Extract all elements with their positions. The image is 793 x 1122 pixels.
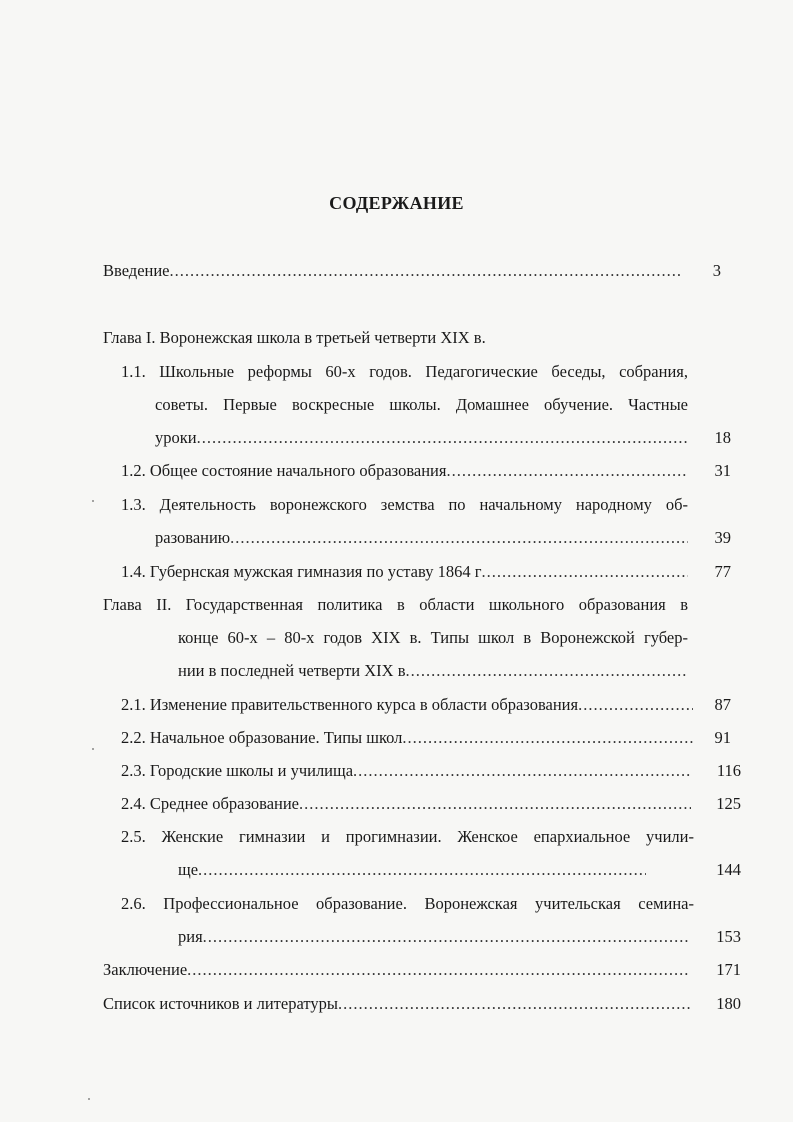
toc-entry-1-4[interactable] [121, 560, 688, 584]
scan-speck [92, 500, 94, 502]
toc-page-number: 91 [714, 728, 731, 747]
toc-leader-dots [187, 958, 688, 982]
toc-leader-dots [353, 759, 691, 783]
toc-page-number: 18 [714, 428, 731, 447]
toc-entry-1-3-line-1[interactable]: 1.3. Деятельность воронежского земства по начальному народному об- [121, 495, 688, 514]
toc-entry-text: 2.4. Среднее образование [121, 794, 300, 813]
toc-page-number: 180 [716, 994, 741, 1013]
toc-page-number: 87 [714, 695, 731, 714]
toc-leader-dots [197, 426, 688, 450]
toc-entry-2-4[interactable] [121, 792, 691, 816]
toc-leader-dots [170, 259, 681, 283]
toc-entry-text: разованию [155, 528, 231, 547]
toc-entry-text: Заключение [103, 960, 188, 979]
toc-entry-1-3-line-2[interactable] [155, 526, 688, 550]
toc-entry-2-5-line-2[interactable] [178, 858, 646, 882]
toc-page-number: 39 [714, 528, 731, 547]
toc-entry-text: Список источников и литературы [103, 994, 338, 1013]
toc-entry-1-2[interactable] [121, 459, 688, 483]
toc-leader-dots [230, 526, 688, 550]
toc-entry-text: ще [178, 860, 199, 879]
toc-entry-text: 2.2. Начальное образование. Типы школ [121, 728, 403, 747]
page-title: СОДЕРЖАНИЕ [329, 193, 464, 213]
toc-page-number: 171 [716, 960, 741, 979]
toc-leader-dots [198, 858, 646, 882]
scan-speck [92, 748, 94, 750]
toc-page-number: 77 [714, 562, 731, 581]
toc-entry-intro[interactable] [103, 259, 681, 283]
toc-entry-2-5-line-1[interactable]: 2.5. Женские гимназии и прогимназии. Женское епархиальное учили- [121, 827, 694, 846]
toc-entry-text: Введение [103, 261, 170, 280]
toc-entry-1-1-line-1[interactable]: 1.1. Школьные реформы 60-х годов. Педагогические беседы, собрания, [121, 362, 688, 381]
toc-entry-2-6-line-1[interactable]: 2.6. Профессиональное образование. Воронежская учительская семина- [121, 894, 694, 913]
toc-entry-text: 1.2. Общее состояние начального образования [121, 461, 447, 480]
toc-entry-conclusion[interactable] [103, 958, 688, 982]
toc-page-number: 3 [712, 261, 721, 280]
toc-entry-2-3[interactable] [121, 759, 691, 783]
toc-leader-dots [482, 560, 689, 584]
toc-leader-dots [578, 693, 693, 717]
toc-leader-dots [405, 659, 688, 683]
toc-entry-1-1-line-3[interactable] [155, 426, 688, 450]
toc-chapter-2-line-1[interactable]: Глава II. Государственная политика в области школьного образования в [103, 595, 688, 614]
toc-leader-dots [299, 792, 691, 816]
toc-page-number: 153 [716, 927, 741, 946]
toc-leader-dots [203, 925, 690, 949]
toc-chapter-1[interactable]: Глава I. Воронежская школа в третьей четверти XIX в. [103, 328, 486, 347]
toc-page-number: 125 [716, 794, 741, 813]
toc-entry-sources[interactable] [103, 992, 690, 1016]
toc-leader-dots [446, 459, 688, 483]
toc-chapter-2-line-2[interactable]: конце 60-х – 80-х годов XIX в. Типы школ в Воронежской губер- [178, 628, 688, 647]
scan-speck [88, 1098, 90, 1100]
toc-entry-text: 2.1. Изменение правительственного курса в области образования [121, 695, 579, 714]
toc-entry-2-6-line-2[interactable] [178, 925, 690, 949]
toc-leader-dots [402, 726, 693, 750]
toc-entry-2-2[interactable] [121, 726, 693, 750]
toc-leader-dots [338, 992, 690, 1016]
toc-entry-text: 2.3. Городские школы и училища [121, 761, 354, 780]
toc-page-number: 116 [716, 761, 741, 780]
toc-page-number: 31 [714, 461, 731, 480]
toc-entry-1-1-line-2[interactable]: советы. Первые воскресные школы. Домашнее обучение. Частные [155, 395, 688, 414]
toc-entry-2-1[interactable] [121, 693, 693, 717]
toc-entry-text: уроки [155, 428, 197, 447]
toc-entry-text: 1.4. Губернская мужская гимназия по уставу 1864 г [121, 562, 482, 581]
toc-entry-text: нии в последней четверти XIX в [178, 661, 406, 680]
toc-entry-text: рия [178, 927, 203, 946]
toc-chapter-2-line-3[interactable] [178, 659, 688, 683]
toc-page-number: 144 [716, 860, 741, 879]
